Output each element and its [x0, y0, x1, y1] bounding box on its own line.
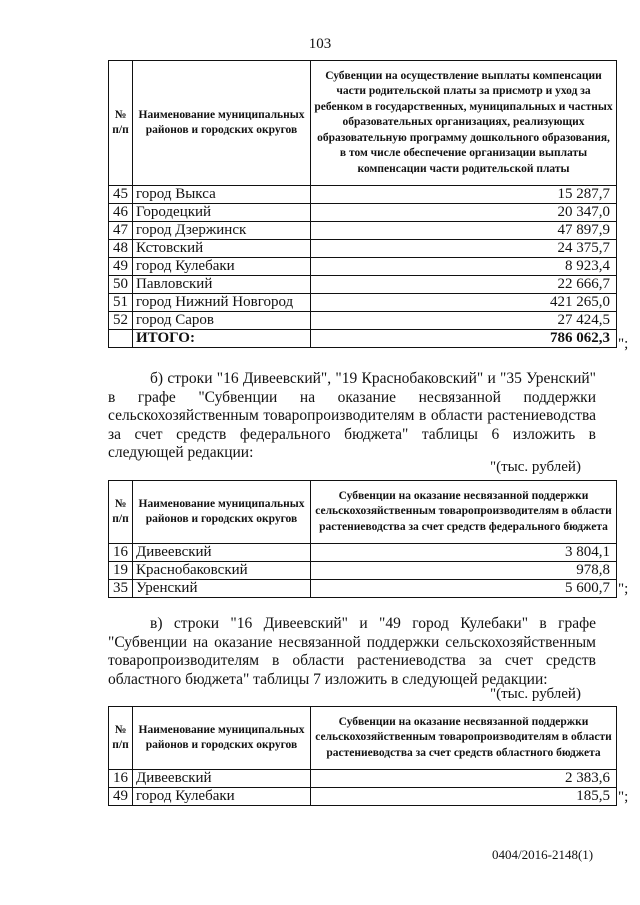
document-code: 0404/2016-2148(1) — [492, 847, 594, 862]
column-header-name: Наименование муниципальных районов и городских округов — [133, 707, 311, 770]
row-number: 49 — [109, 258, 133, 276]
table-row — [109, 240, 617, 258]
unit-label: "(тыс. рублей) — [490, 686, 581, 702]
paragraph-b: б) строки "16 Дивеевский", "19 Краснобаковский" и "35 Уренский" в графе "Субвенции на оказание несвязанной поддержки сельскохозяйственным товаропроизводителям в области растениеводства за счет средств федерального бюджета" таблицы 6 изложить в следующей редакции: — [108, 370, 596, 461]
table-row — [109, 276, 617, 294]
table-row — [109, 204, 617, 222]
regional-support-table — [108, 706, 617, 806]
row-value: 978,8 — [311, 562, 617, 580]
row-name: Кстовский — [133, 240, 311, 258]
row-number: 49 — [109, 788, 133, 806]
row-number: 19 — [109, 562, 133, 580]
row-value: 421 265,0 — [311, 294, 617, 312]
table-row — [109, 258, 617, 276]
row-name: город Дзержинск — [133, 222, 311, 240]
column-header-number: № п/п — [109, 61, 133, 186]
row-value: 20 347,0 — [311, 204, 617, 222]
row-value: 15 287,7 — [311, 186, 617, 204]
row-value: 47 897,9 — [311, 222, 617, 240]
row-number: 35 — [109, 580, 133, 598]
paragraph-c: в) строки "16 Дивеевский" и "49 город Кулебаки" в графе "Субвенции на оказание несвязанной поддержки сельскохозяйственным товаропроизводителям в области растениеводства за счет средств областного бюджета" таблицы 7 изложить в следующей редакции: — [108, 615, 596, 688]
row-value: 8 923,4 — [311, 258, 617, 276]
table-row — [109, 222, 617, 240]
column-header-number: № п/п — [109, 481, 133, 544]
column-header-name: Наименование муниципальных районов и городских округов — [133, 481, 311, 544]
row-value: 3 804,1 — [311, 544, 617, 562]
row-number: 16 — [109, 770, 133, 788]
row-name: город Нижний Новгород — [133, 294, 311, 312]
table-close-quote: "; — [618, 789, 629, 805]
table-close-quote: "; — [618, 336, 629, 352]
row-name: город Кулебаки — [133, 788, 311, 806]
row-number: 48 — [109, 240, 133, 258]
row-value: 185,5 — [311, 788, 617, 806]
row-number: 45 — [109, 186, 133, 204]
row-number: 52 — [109, 312, 133, 330]
row-name: город Саров — [133, 312, 311, 330]
row-value: 22 666,7 — [311, 276, 617, 294]
row-value: 2 383,6 — [311, 770, 617, 788]
row-value: 27 424,5 — [311, 312, 617, 330]
table-row — [109, 580, 617, 598]
federal-support-table — [108, 480, 617, 598]
row-number: 51 — [109, 294, 133, 312]
unit-label: "(тыс. рублей) — [490, 459, 581, 475]
column-header-value: Субвенции на оказание несвязанной поддержки сельскохозяйственным товаропроизводителям в области растениеводства за счет средств областного бюджета — [311, 707, 617, 770]
table-row — [109, 562, 617, 580]
row-name: город Выкса — [133, 186, 311, 204]
table-row — [109, 186, 617, 204]
row-number: 16 — [109, 544, 133, 562]
row-name: Дивеевский — [133, 770, 311, 788]
total-value: 786 062,3 — [311, 330, 617, 348]
table-row — [109, 312, 617, 330]
row-name: Краснобаковский — [133, 562, 311, 580]
row-name: Павловский — [133, 276, 311, 294]
row-number: 47 — [109, 222, 133, 240]
column-header-value: Субвенции на оказание несвязанной поддержки сельскохозяйственным товаропроизводителям в области растениеводства за счет средств федерального бюджета — [311, 481, 617, 544]
column-header-number: № п/п — [109, 707, 133, 770]
table-row — [109, 544, 617, 562]
table-row — [109, 788, 617, 806]
table-row — [109, 770, 617, 788]
table-close-quote: "; — [618, 581, 629, 597]
column-header-value: Субвенции на осуществление выплаты компенсации части родительской платы за присмотр и уход за ребенком в государственных, муниципальных и частных образовательных организациях, реализующих образовательную программу дошкольного образования, в том числе обеспечение организации выплаты компенсации части родительской платы — [311, 61, 617, 186]
row-number: 46 — [109, 204, 133, 222]
row-value: 5 600,7 — [311, 580, 617, 598]
table-row — [109, 294, 617, 312]
row-value: 24 375,7 — [311, 240, 617, 258]
row-name: город Кулебаки — [133, 258, 311, 276]
row-name: Дивеевский — [133, 544, 311, 562]
row-name: Городецкий — [133, 204, 311, 222]
total-row — [109, 330, 617, 348]
row-number: 50 — [109, 276, 133, 294]
column-header-name: Наименование муниципальных районов и городских округов — [133, 61, 311, 186]
page-number: 103 — [308, 36, 332, 52]
row-name: Уренский — [133, 580, 311, 598]
compensation-table — [108, 60, 617, 348]
total-label: ИТОГО: — [133, 330, 311, 348]
